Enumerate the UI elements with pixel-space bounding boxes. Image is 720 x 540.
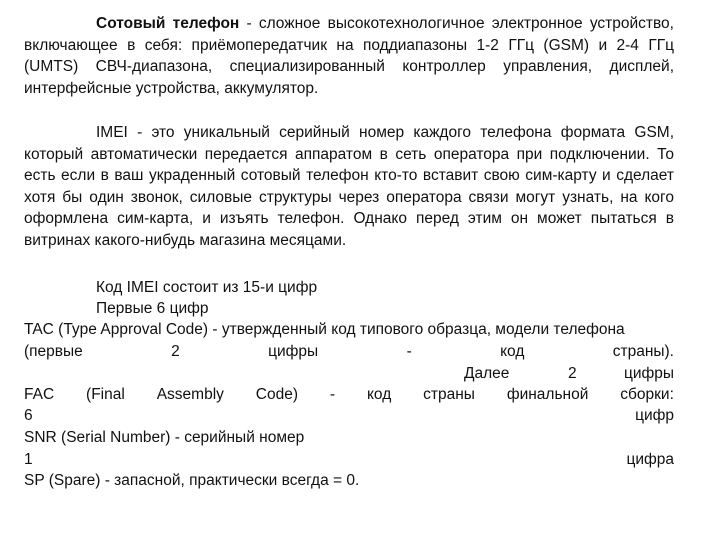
tac-line: TAC (Type Approval Code) - утвержденный код типового образца, модели телефона: [24, 321, 625, 338]
word: цифры: [623, 365, 674, 382]
word: цифра: [626, 451, 674, 468]
fac-line: [24, 384, 674, 405]
paragraph-cell-phone-text: - сложное высокотехнологичное электронное устройство, включающее в себя: приёмопередатчик на поддиапазоны 1-2 ГГц (GSM) и 2-4 ГГц (UMTS) СВЧ-диапазона, специализированный контроллер управления, дисплей, интерфейсные устройства, аккумулятор.: [24, 15, 674, 97]
word: цифры: [268, 343, 319, 360]
word: код: [366, 386, 392, 403]
word: (Final: [86, 386, 125, 403]
word: финальной: [506, 386, 589, 403]
word: Assembly: [156, 386, 224, 403]
fac-digits-line: [24, 405, 674, 426]
word: 2: [568, 365, 577, 382]
word: 1: [24, 451, 33, 468]
word: (первые: [24, 343, 83, 360]
word: код: [500, 343, 525, 360]
word: FAC: [24, 386, 55, 403]
imei-length-line: Код IMEI состоит из 15-и цифр: [96, 279, 318, 296]
word: сборки:: [620, 386, 674, 403]
word: -: [406, 343, 412, 360]
word: Далее: [464, 365, 510, 382]
tac-detail-line: [24, 341, 674, 362]
word: 2: [171, 343, 180, 360]
snr-line: SNR (Serial Number) - серийный номер: [24, 429, 305, 446]
word: цифр: [635, 407, 674, 424]
sp-line: SP (Spare) - запасной, практически всегда = 0.: [24, 472, 360, 489]
paragraph-cell-phone: [24, 13, 674, 99]
word: страны).: [612, 343, 674, 360]
term-cell-phone: Сотовый телефон: [96, 15, 240, 32]
word: Code): [255, 386, 298, 403]
word: страны: [423, 386, 475, 403]
word: 6: [24, 407, 33, 424]
word: -: [329, 386, 336, 403]
snr-digits-line: [24, 449, 674, 470]
first-digits-line: Первые 6 цифр: [96, 300, 209, 317]
paragraph-imei: IMEI - это уникальный серийный номер каждого телефона формата GSM, который автоматически передается аппаратом в сеть оператора при подключении. То есть если в ваш украденный сотовый телефон кто-то вставит свою сим-карту и сделает хотя бы один звонок, силовые структуры через оператора связи могут узнать, на кого оформлена сим-карта, и изъять телефон. Однако перед этим он может пытаться в витринах какого-нибудь магазина месяцами.: [24, 124, 674, 249]
